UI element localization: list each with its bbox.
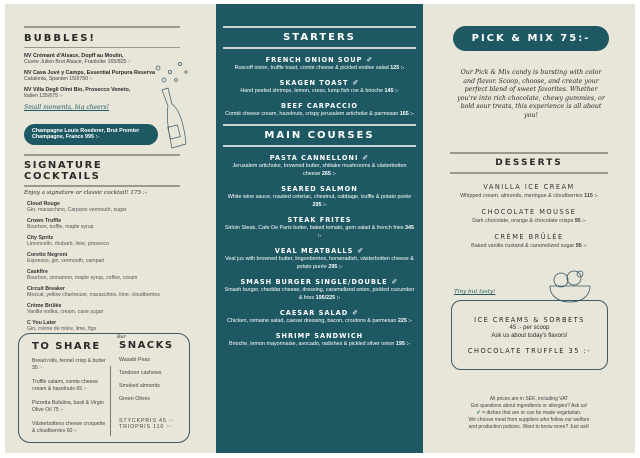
dessert-desc bbox=[450, 193, 608, 199]
list-item bbox=[27, 286, 180, 298]
cocktail-desc: Vanilla vodka, cream, cane sugar bbox=[27, 309, 104, 315]
dish-description: White wine sauce, roasted celeriac, chestnut, cabbage, truffle & potato purée bbox=[227, 194, 412, 200]
pick-mix-banner: PICK & MIX 75:- bbox=[453, 26, 609, 51]
champagne-feature bbox=[24, 124, 158, 145]
dish-item bbox=[216, 332, 423, 348]
dish-desc bbox=[216, 340, 423, 348]
footer-line: = dishes that are or can be made vegetarian. bbox=[482, 410, 582, 416]
dessert-description: Baked vanilla custand & caramelized sugar bbox=[471, 243, 575, 249]
dish-name bbox=[216, 79, 423, 87]
cocktail-name: Crown Truffle bbox=[27, 218, 62, 224]
main-menu-panel bbox=[216, 4, 423, 453]
dish-name bbox=[216, 216, 423, 224]
wine-name: NV Cava Juvé y Camps, Essential Purpura Reserva bbox=[24, 70, 155, 76]
wine-desc: Catalonia, Spanien 150/750 :- bbox=[24, 76, 93, 82]
footer-notes bbox=[450, 396, 608, 431]
dish-description: Jerusalem artichoke, browned butter, shiitake mushrooms & västerbotten cheese bbox=[232, 163, 407, 177]
dish-name bbox=[216, 278, 423, 286]
dish-name-text: SMASH BURGER SINGLE/DOUBLE bbox=[240, 278, 388, 286]
dessert-desc bbox=[450, 243, 608, 249]
dessert-item bbox=[450, 183, 608, 199]
dish-name-text: SKAGEN TOAST bbox=[279, 79, 349, 87]
list-item bbox=[27, 218, 180, 230]
dish-name bbox=[216, 332, 423, 340]
dessert-item bbox=[450, 233, 608, 249]
dish-item bbox=[216, 278, 423, 302]
dessert-item bbox=[450, 208, 608, 224]
styckpris: STYCKPRIS 45 :- bbox=[119, 418, 174, 424]
vegetarian-icon: ✐ bbox=[352, 309, 360, 317]
snacks-title: SNACKS bbox=[119, 340, 174, 351]
main-courses-title: MAIN COURSES bbox=[264, 130, 375, 141]
cocktail-desc: Gin, crème de mûre, lime, figs bbox=[27, 326, 97, 332]
dish-description: Hand peeled shrimps, lemon, cress, lump fish roe & brioche bbox=[240, 88, 384, 94]
bubbles-title: BUBBLES! bbox=[24, 33, 96, 44]
dish-price: 145 :- bbox=[384, 88, 399, 94]
cocktails-intro: Enjoy a signature or classic cocktail! 175 :- bbox=[24, 190, 147, 196]
dish-desc bbox=[216, 162, 423, 178]
share-item: Truffle salami, comte cheese cream & hazelnuts 65 :- bbox=[32, 379, 99, 392]
dessert-price: 115 :- bbox=[584, 193, 598, 199]
dish-item bbox=[216, 79, 423, 95]
vegetarian-icon: ✐ bbox=[391, 278, 399, 286]
divider bbox=[110, 366, 111, 436]
footer-line: All prices are in SEK, including VAT bbox=[489, 396, 569, 402]
dessert-description: Whipped cream, almonds, meringue & cloudberries bbox=[460, 193, 583, 199]
cocktail-name: Cloud Rouge bbox=[27, 201, 60, 207]
dish-item bbox=[216, 185, 423, 209]
dessert-name: CRÈME BRÛLÉE bbox=[494, 233, 564, 241]
cocktail-name: Coretto Negroni bbox=[27, 252, 68, 258]
cocktail-desc: Bourbon, truffle, maple syrup bbox=[27, 224, 94, 230]
dish-description: Smash burger, cheddar cheese, dressing, caramelized onion, pickled cucumber & fries bbox=[224, 287, 415, 301]
dessert-description: Dark chocolate, orange & chocolate crisps bbox=[472, 218, 574, 224]
share-item: Bread rolls, fennel crisp & butter 35 :- bbox=[32, 358, 106, 371]
cocktail-desc: Gin, maraschino, Carpano vermouth, sugar bbox=[27, 207, 127, 213]
dish-item bbox=[216, 247, 423, 271]
share-item: Västerbottens cheese croquette & cloudberries 60 :- bbox=[32, 421, 106, 434]
wine-name: NV Crémant d'Alsace, Dopff au Moulin, bbox=[24, 53, 124, 59]
dish-name bbox=[216, 56, 423, 64]
dish-name-text: VEAL MEATBALLS bbox=[274, 247, 354, 255]
champagne-bottle-icon bbox=[150, 60, 192, 152]
dessert-price: 95 :- bbox=[575, 243, 587, 249]
dessert-name: VANILLA ICE CREAM bbox=[483, 183, 575, 191]
cocktail-name: Caskfire bbox=[27, 269, 48, 275]
snacks-section bbox=[117, 334, 189, 430]
dish-price: 195/225 :- bbox=[315, 295, 341, 301]
dish-name-text: BEEF CARPACCIO bbox=[281, 102, 358, 110]
wine-name: NV Villa Degli Olmi Bio, Prosecco Veneto, bbox=[24, 87, 131, 93]
dish-desc bbox=[216, 286, 423, 302]
dish-item bbox=[216, 102, 423, 118]
dish-desc bbox=[216, 193, 423, 209]
vegetarian-icon: ✐ bbox=[357, 247, 365, 255]
list-item bbox=[27, 303, 180, 315]
dish-name bbox=[216, 309, 423, 317]
list-item bbox=[27, 320, 180, 332]
ice-cream-bowl-icon bbox=[547, 268, 593, 304]
wine-desc: Cuvée Julien Brut Alsace, Frankrike 165/825 :- bbox=[24, 59, 131, 65]
ice-cream-title: ICE CREAMS & SORBETS bbox=[474, 316, 585, 324]
cocktail-name: Circuit Breaker bbox=[27, 286, 65, 292]
to-share-title: TO SHARE bbox=[32, 341, 101, 352]
snack-item: Green Olives bbox=[119, 396, 150, 402]
dish-description: Brioche, lemon mayonnaise, avocado, radishes & pickled silver onion bbox=[229, 341, 395, 347]
dish-name-text: SEARED SALMON bbox=[281, 185, 358, 193]
dish-name bbox=[216, 154, 423, 162]
divider bbox=[24, 185, 180, 187]
dish-price: 225 :- bbox=[397, 318, 412, 324]
cocktail-desc: Bourbon, cinnamon, maple syrup, coffee, cream bbox=[27, 275, 138, 281]
vegetarian-icon: ✐ bbox=[352, 79, 360, 87]
dish-name-text: STEAK FRITES bbox=[287, 216, 352, 224]
desserts-title: DESSERTS bbox=[495, 158, 563, 168]
dessert-price: 95 :- bbox=[574, 218, 586, 224]
snacks-prefix: Bar bbox=[117, 334, 127, 340]
dish-price: 195 :- bbox=[395, 341, 410, 347]
dish-price: 295 :- bbox=[328, 264, 343, 270]
wine-desc: Italien 135/675 :- bbox=[24, 93, 63, 99]
dish-name bbox=[216, 185, 423, 193]
cocktail-desc: Espresso, gin, vermouth, campari bbox=[27, 258, 105, 264]
dish-price: 125 :- bbox=[390, 65, 405, 71]
cocktail-name: C You Later bbox=[27, 320, 57, 326]
dish-desc bbox=[216, 110, 423, 118]
footer-line: We choose meat from suppliers who follow our welfare bbox=[468, 417, 590, 423]
snack-item: Smoked almonds bbox=[119, 383, 160, 389]
ice-cream-note: Ask us about today's flavors! bbox=[491, 333, 568, 339]
dish-name bbox=[216, 247, 423, 255]
share-item: Pizzetta Bufalina, basil & Virgin Olive Oil 75 :- bbox=[32, 400, 104, 413]
dish-item bbox=[216, 154, 423, 178]
cocktail-name: Crème Brûlée bbox=[27, 303, 62, 309]
tiny-tasty-tag: Tiny but tasty! bbox=[454, 289, 496, 295]
dish-name-text: CAESAR SALAD bbox=[279, 309, 349, 317]
dish-name-text: FRENCH ONION SOUP bbox=[265, 56, 363, 64]
dish-desc bbox=[216, 64, 423, 72]
list-item bbox=[27, 252, 180, 264]
snack-item: Tandoori cashews bbox=[119, 370, 162, 376]
dish-name-text: SHRIMP SANDWICH bbox=[275, 332, 364, 340]
dish-item bbox=[216, 216, 423, 240]
divider bbox=[450, 172, 608, 174]
vegetarian-icon: ✐ bbox=[362, 154, 370, 162]
dish-desc bbox=[216, 317, 423, 325]
cocktail-name: City Spritz bbox=[27, 235, 54, 241]
list-item bbox=[27, 201, 180, 213]
cocktail-desc: Limoncello, rhubarb, lime, prosecco bbox=[27, 241, 109, 247]
divider bbox=[24, 47, 180, 48]
dish-price: 265 :- bbox=[321, 171, 336, 177]
bubbles-tagline: Small moments, big cheers! bbox=[24, 104, 110, 111]
dish-price: 345 :- bbox=[317, 225, 415, 239]
feature-line1: Champagne Louis Roederer, Brut Premier bbox=[32, 128, 140, 134]
to-share-section bbox=[32, 341, 110, 442]
ice-cream-box bbox=[451, 300, 608, 370]
divider bbox=[24, 26, 180, 28]
vegetarian-icon: ✐ bbox=[476, 410, 481, 416]
starters-title: STARTERS bbox=[283, 32, 356, 43]
feature-line2: Champagne, France 995 :- bbox=[32, 134, 100, 140]
divider bbox=[24, 154, 180, 156]
snack-prices bbox=[119, 418, 174, 430]
divider bbox=[223, 47, 416, 49]
ice-cream-price: 45 :- per scoop bbox=[509, 325, 550, 331]
dish-description: Sirloin Steak, Cafe De Paris butter, baked tomato, gem salad & french fries bbox=[224, 225, 404, 231]
dish-price: 165 :- bbox=[399, 111, 414, 117]
dish-item bbox=[216, 56, 423, 72]
dish-desc bbox=[216, 224, 423, 240]
cocktail-desc: Mezcal, yellow chartreuse, maraschino, lime, cloudberries bbox=[27, 292, 160, 298]
share-snacks-box bbox=[18, 333, 190, 443]
dessert-desc bbox=[450, 218, 608, 224]
dessert-name: CHOCOLATE MOUSSE bbox=[481, 208, 577, 216]
dish-item bbox=[216, 309, 423, 325]
cocktails-title: SIGNATURE COCKTAILS bbox=[24, 160, 103, 182]
dish-name-text: PASTA CANNELLONI bbox=[269, 154, 359, 162]
dish-description: Comté cheese cream, hazelnuts, crispy jerusalem artichoke & parmesan bbox=[225, 111, 399, 117]
triopris: TRIOPRIS 110 :- bbox=[119, 424, 172, 430]
divider bbox=[223, 145, 416, 147]
chocolate-truffle: CHOCOLATE TRUFFLE 35 :- bbox=[467, 347, 592, 355]
dish-description: Roscoff onion, truffle toast, comté cheese & pickled endive salad bbox=[234, 65, 389, 71]
dish-desc bbox=[216, 87, 423, 95]
vegetarian-icon: ✐ bbox=[366, 56, 374, 64]
dish-name bbox=[216, 102, 423, 110]
dish-description: Chicken, romaine salad, caesar dressing, bacon, croutons & parmesan bbox=[227, 318, 397, 324]
footer-line: Got questions about ingredients or allergies? Ask us! bbox=[470, 403, 588, 409]
dish-price: 295 :- bbox=[312, 202, 327, 208]
footer-line: and production policies. Want to know more? Just ask! bbox=[468, 424, 590, 430]
desserts-section bbox=[450, 152, 608, 249]
dish-desc bbox=[216, 255, 423, 271]
pick-mix-text: Our Pick & Mix candy is bursting with color and flavor. Scoop, choose, and create your perfect blend of sweet favorites. Whether you're into rich chocolate, chewy gummies, or bold sour treats, this experience is all about you! bbox=[457, 69, 605, 119]
dish-description: Veal jus with browned butter, lingonberries, horseradish, västerbotten cheese & potato purée bbox=[225, 256, 414, 270]
cocktails-section bbox=[24, 154, 180, 332]
snack-item: Wasabi Peas bbox=[119, 357, 151, 363]
list-item bbox=[27, 235, 180, 247]
list-item bbox=[27, 269, 180, 281]
